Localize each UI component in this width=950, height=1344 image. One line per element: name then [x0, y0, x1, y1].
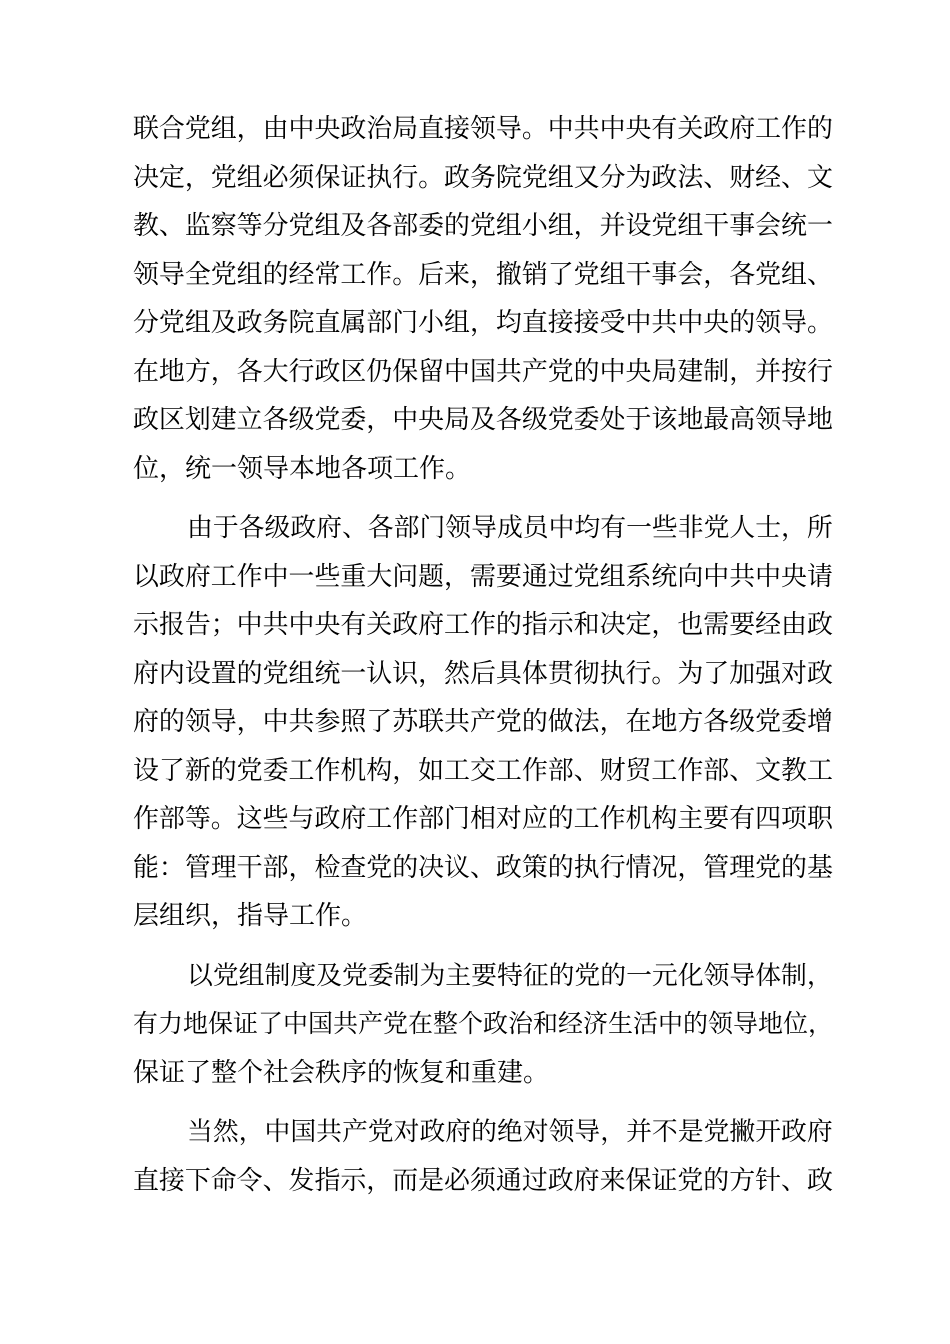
text-line: 当然，中国共产党对政府的绝对领导，并不是党撇开政府	[187, 1117, 833, 1147]
text-line: 由于各级政府、各部门领导成员中均有一些非党人士，所	[187, 513, 833, 543]
text-line: 层组织，指导工作。	[133, 901, 368, 931]
text-line: 决定，党组必须保证执行。政务院党组又分为政法、财经、文	[133, 162, 833, 193]
text-line: 能：管理干部，检查党的决议、政策的执行情况，管理党的基	[133, 852, 833, 883]
text-line: 以政府工作中一些重大问题，需要通过党组系统向中共中央请	[133, 561, 833, 592]
paragraph-4	[133, 1108, 833, 1205]
text-line: 分党组及政务院直属部门小组，均直接接受中共中央的领导。	[133, 308, 833, 338]
text-line: 教、监察等分党组及各部委的党组小组，并设党组干事会统一	[133, 211, 833, 241]
text-line: 在地方，各大行政区仍保留中国共产党的中央局建制，并按行	[133, 356, 833, 387]
paragraph-gap	[133, 941, 833, 952]
text-line: 府的领导，中共参照了苏联共产党的做法，在地方各级党委增	[133, 707, 833, 737]
paragraph-2	[133, 504, 833, 941]
text-line: 有力地保证了中国共产党在整个政治和经济生活中的领导地位，	[133, 1009, 834, 1038]
text-line: 位，统一领导本地各项工作。	[133, 453, 472, 484]
text-line: 示报告；中共中央有关政府工作的指示和决定，也需要经由政	[133, 610, 833, 640]
paragraph-gap	[133, 1097, 833, 1108]
text-line: 领导全党组的经常工作。后来，撤销了党组干事会，各党组、	[133, 259, 833, 290]
text-line: 直接下命令、发指示，而是必须通过政府来保证党的方针、政	[133, 1165, 833, 1196]
text-line: 府内设置的党组统一认识，然后具体贯彻执行。为了加强对政	[133, 658, 833, 689]
paragraph-1	[133, 105, 833, 493]
text-line: 以党组制度及党委制为主要特征的党的一元化领导体制，	[187, 960, 833, 991]
text-line: 政区划建立各级党委，中央局及各级党委处于该地最高领导地	[133, 405, 833, 435]
text-line: 保证了整个社会秩序的恢复和重建。	[133, 1057, 550, 1088]
body-text	[133, 105, 833, 1205]
text-line: 设了新的党委工作机构，如工交工作部、财贸工作部、文教工	[133, 755, 833, 786]
text-line: 联合党组，由中央政治局直接领导。中共中央有关政府工作的	[133, 114, 833, 144]
paragraph-gap	[133, 493, 833, 504]
paragraph-3	[133, 952, 833, 1098]
text-line: 作部等。这些与政府工作部门相对应的工作机构主要有四项职	[133, 804, 833, 834]
